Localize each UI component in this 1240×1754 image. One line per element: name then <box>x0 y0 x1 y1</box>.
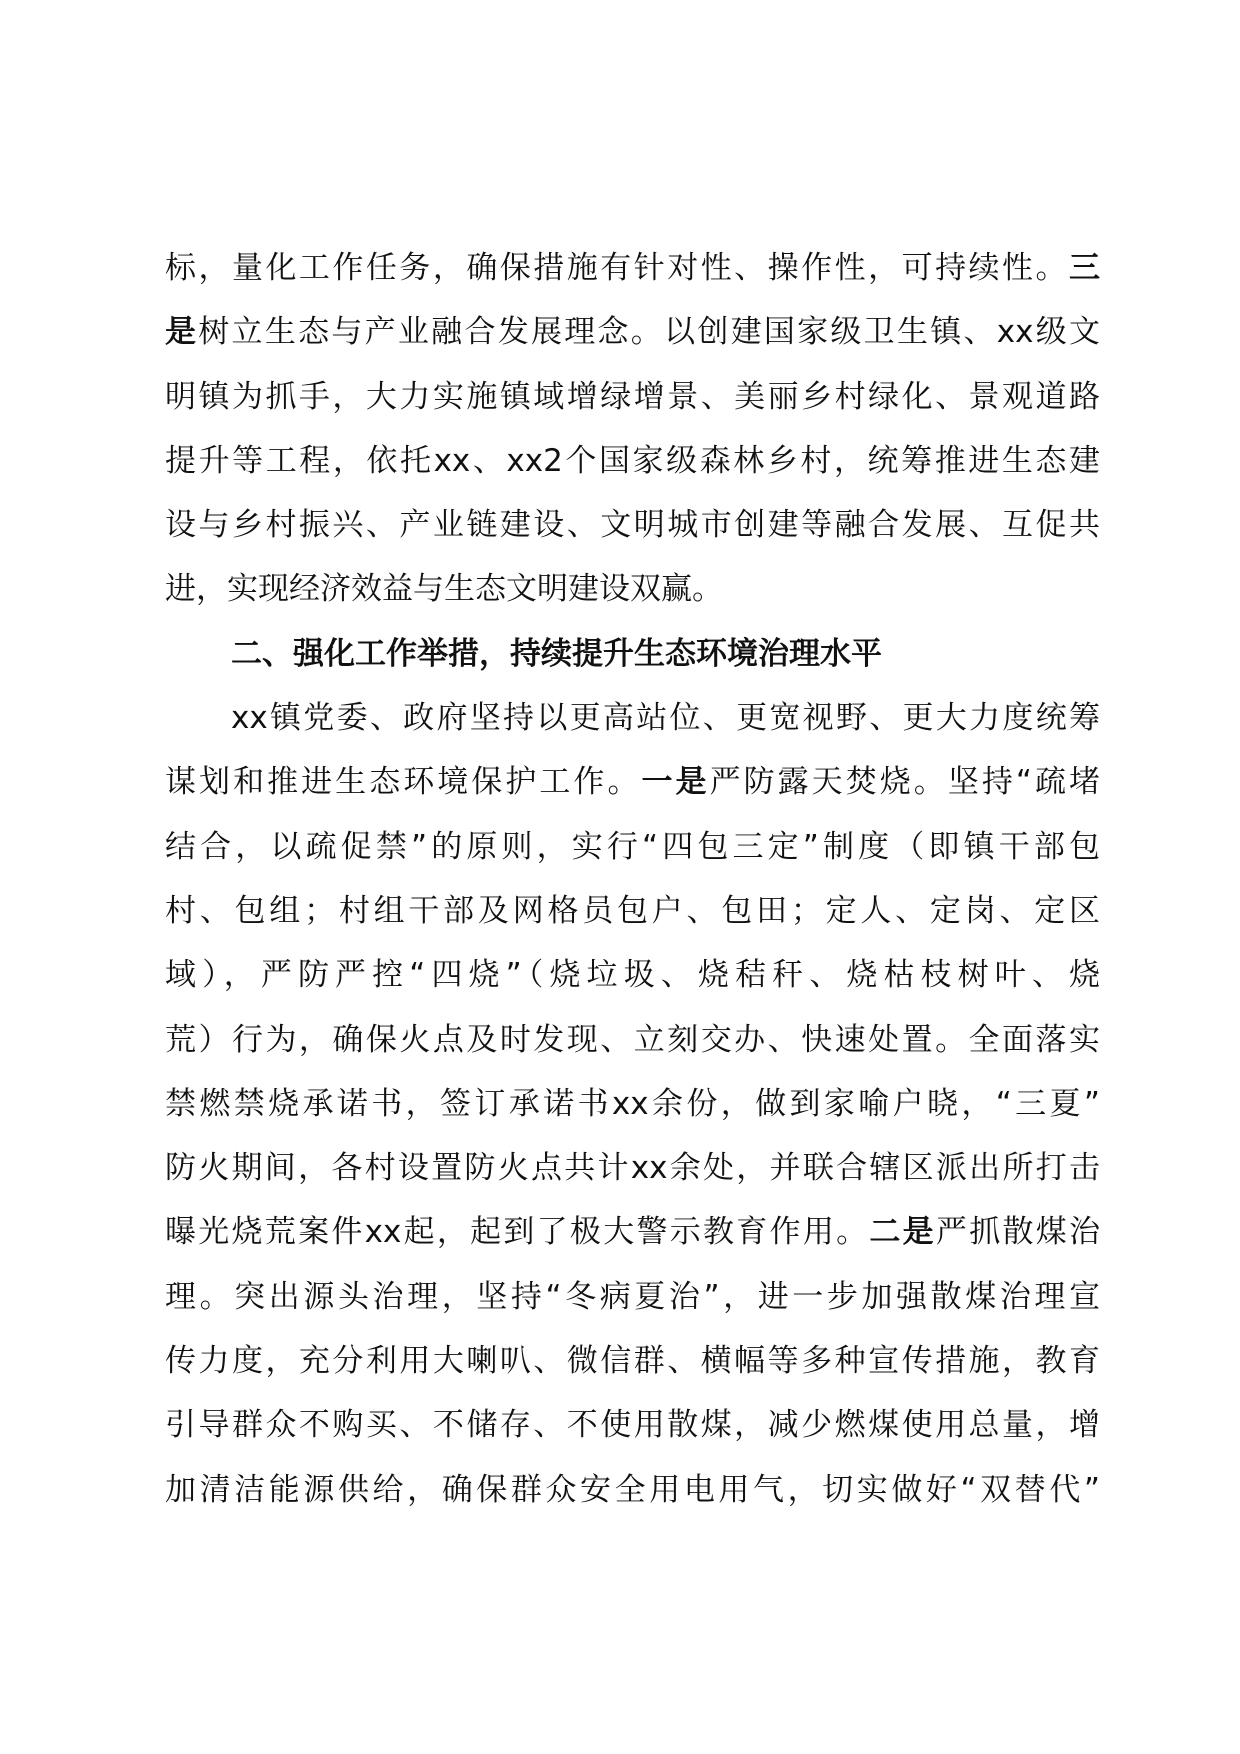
paragraph-line: 传力度，充分利用大喇叭、微信群、横幅等多种宣传措施，教育 <box>165 1343 1100 1380</box>
paragraph-line: 提升等工程，依托xx、xx2个国家级森林乡村，统筹推进生态建 <box>165 442 1100 479</box>
paragraph-line: 是树立生态与产业融合发展理念。以创建国家级卫生镇、xx级文 <box>165 314 1100 351</box>
document-body <box>165 236 1100 1522</box>
paragraph-line: 进，实现经济效益与生态文明建设双赢。 <box>165 571 723 608</box>
paragraph-line: 谋划和推进生态环境保护工作。一是严防露天焚烧。坚持“疏堵 <box>165 764 1101 801</box>
paragraph-line: 村、包组；村组干部及网格员包户、包田；定人、定岗、定区 <box>165 892 1100 929</box>
paragraph-line: 禁燃禁烧承诺书，签订承诺书xx余份，做到家喻户晓，“三夏” <box>165 1085 1100 1122</box>
paragraph-line: 明镇为抓手，大力实施镇域增绿增景、美丽乡村绿化、景观道路 <box>165 378 1100 415</box>
paragraph-line: xx镇党委、政府坚持以更高站位、更宽视野、更大力度统筹 <box>231 700 1100 737</box>
paragraph-line: 设与乡村振兴、产业链建设、文明城市创建等融合发展、互促共 <box>165 507 1100 544</box>
paragraph-line: 结合，以疏促禁”的原则，实行“四包三定”制度（即镇干部包 <box>165 828 1100 865</box>
bold-ordinal: 一是 <box>641 764 710 801</box>
paragraph-line: 曝光烧荒案件xx起，起到了极大警示教育作用。二是严抓散煤治 <box>165 1214 1101 1251</box>
bold-ordinal: 三 <box>1069 250 1100 286</box>
bold-ordinal: 二是 <box>869 1214 936 1251</box>
paragraph-line: 防火期间，各村设置防火点共计xx余处，并联合辖区派出所打击 <box>165 1150 1100 1187</box>
paragraph-line: 引导群众不购买、不储存、不使用散煤，减少燃煤使用总量，增 <box>165 1407 1100 1444</box>
paragraph-line: 理。突出源头治理，坚持“冬病夏治”，进一步加强散煤治理宣 <box>165 1278 1100 1315</box>
paragraph-line: 加清洁能源供给，确保群众安全用电用气，切实做好“双替代” <box>165 1471 1100 1508</box>
paragraph-line: 荒）行为，确保火点及时发现、立刻交办、快速处置。全面落实 <box>165 1021 1100 1058</box>
bold-ordinal: 是 <box>165 314 199 351</box>
section-heading: 二、强化工作举措，持续提升生态环境治理水平 <box>231 635 882 672</box>
paragraph-line: 标，量化工作任务，确保措施有针对性、操作性，可持续性。三 <box>165 250 1100 286</box>
paragraph-line: 域），严防严控“四烧”（烧垃圾、烧秸秆、烧枯枝树叶、烧 <box>165 957 1100 994</box>
